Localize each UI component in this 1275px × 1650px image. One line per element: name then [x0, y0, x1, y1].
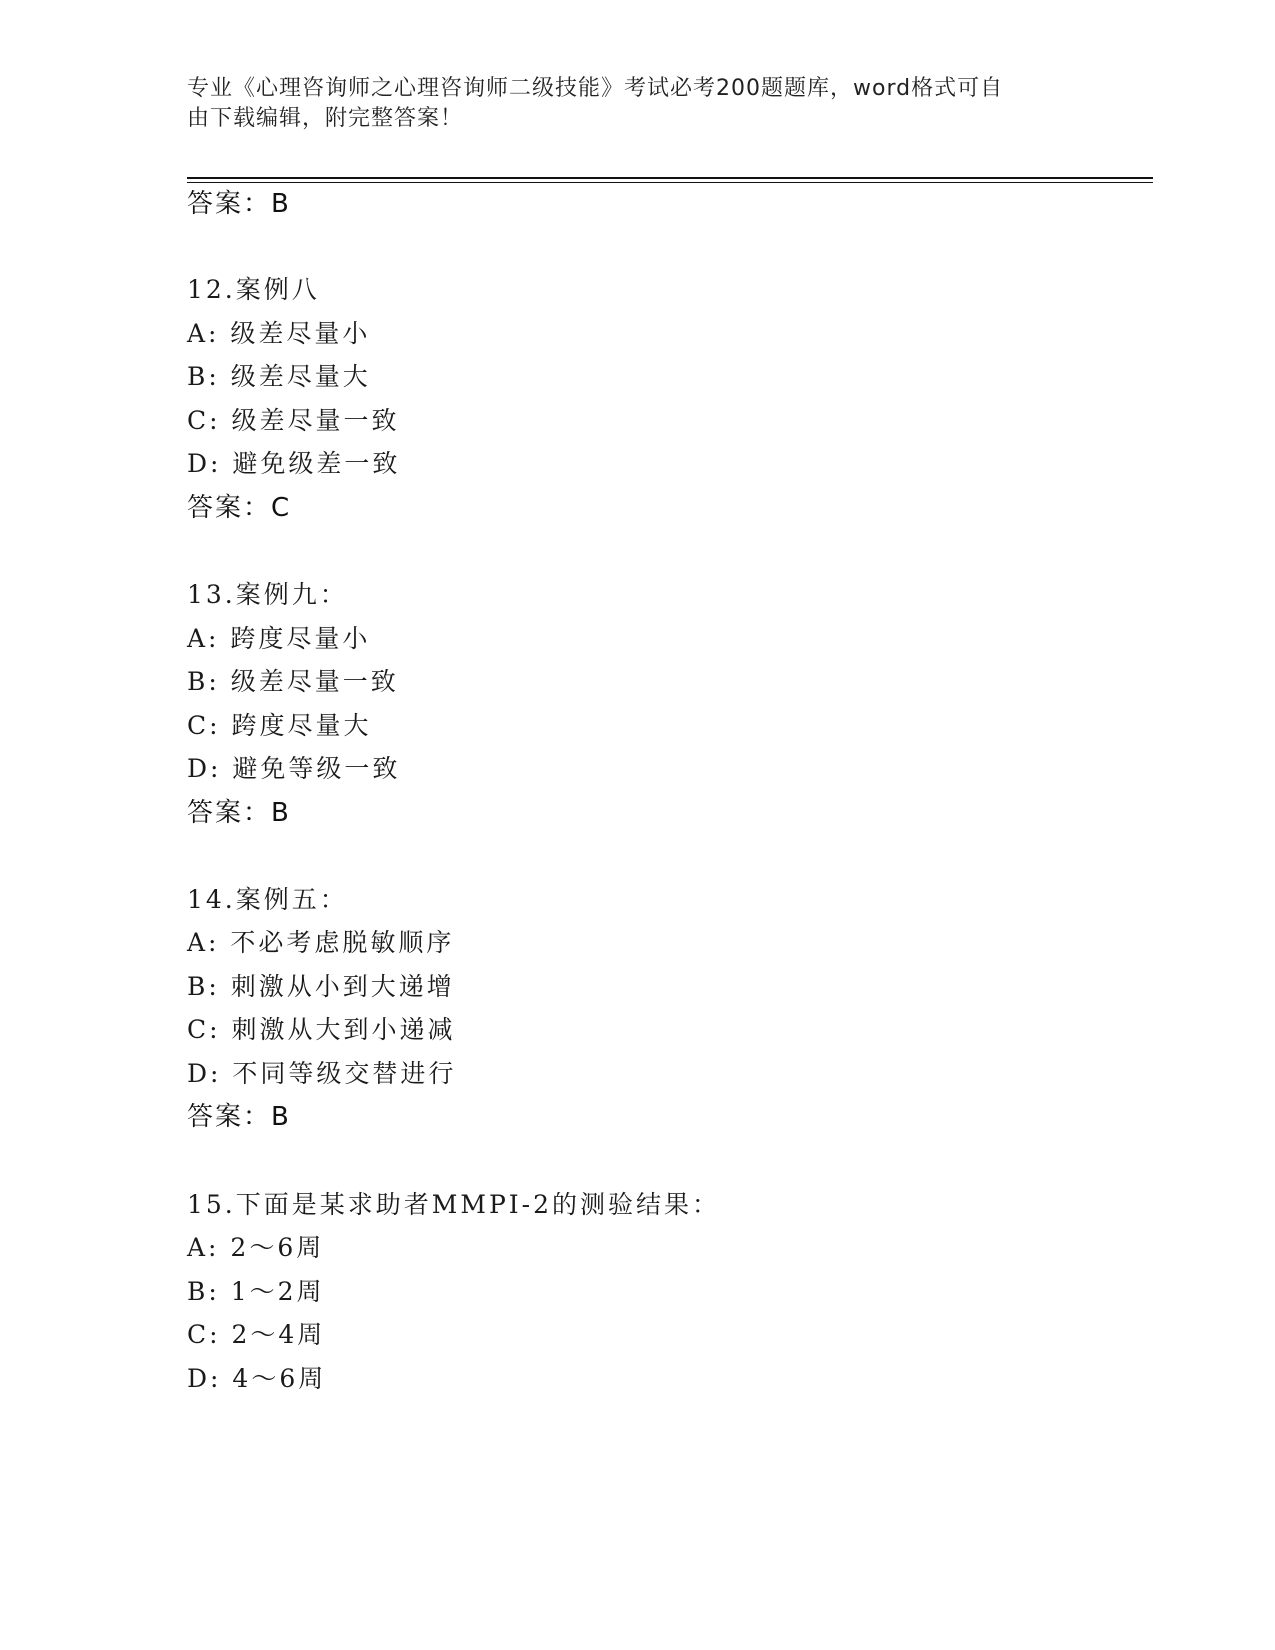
question-14-stem: 14.案例五：	[187, 885, 348, 914]
question-15-option-c: C: 2～4周	[187, 1320, 326, 1349]
question-13-option-b: B: 级差尽量一致	[187, 667, 399, 696]
question-12-option-c: C: 级差尽量一致	[187, 406, 400, 435]
question-14-option-a: A: 不必考虑脱敏顺序	[187, 928, 455, 957]
question-13-option-c: C: 跨度尽量大	[187, 711, 372, 740]
question-13-stem: 13.案例九：	[187, 580, 348, 609]
previous-answer: 答案：B	[187, 189, 291, 219]
question-12-option-d: D: 避免级差一致	[187, 449, 401, 478]
document-header	[187, 74, 1067, 134]
question-15-stem: 15.下面是某求助者MMPI-2的测验结果：	[187, 1190, 721, 1219]
question-15-option-a: A: 2～6周	[187, 1233, 325, 1262]
question-12-stem: 12.案例八	[187, 275, 320, 304]
question-15-option-b: B: 1～2周	[187, 1277, 325, 1306]
question-13-option-a: A: 跨度尽量小	[187, 624, 371, 653]
question-15-option-d: D: 4～6周	[187, 1364, 327, 1393]
question-12-option-b: B: 级差尽量大	[187, 362, 371, 391]
question-14-option-c: C: 刺激从大到小递减	[187, 1015, 456, 1044]
question-13-answer: 答案：B	[187, 798, 291, 828]
question-14-answer: 答案：B	[187, 1102, 291, 1132]
header-divider-thick	[187, 177, 1153, 179]
question-14-option-d: D: 不同等级交替进行	[187, 1059, 457, 1088]
header-line-1: 专业《心理咨询师之心理咨询师二级技能》考试必考200题题库，word格式可自	[187, 76, 1004, 101]
header-line-2: 由下载编辑，附完整答案！	[187, 106, 464, 131]
question-12-answer: 答案：C	[187, 493, 292, 523]
question-14-option-b: B: 刺激从小到大递增	[187, 972, 455, 1001]
question-13-option-d: D: 避免等级一致	[187, 754, 401, 783]
question-12-option-a: A: 级差尽量小	[187, 319, 371, 348]
header-divider-thin	[187, 182, 1153, 183]
